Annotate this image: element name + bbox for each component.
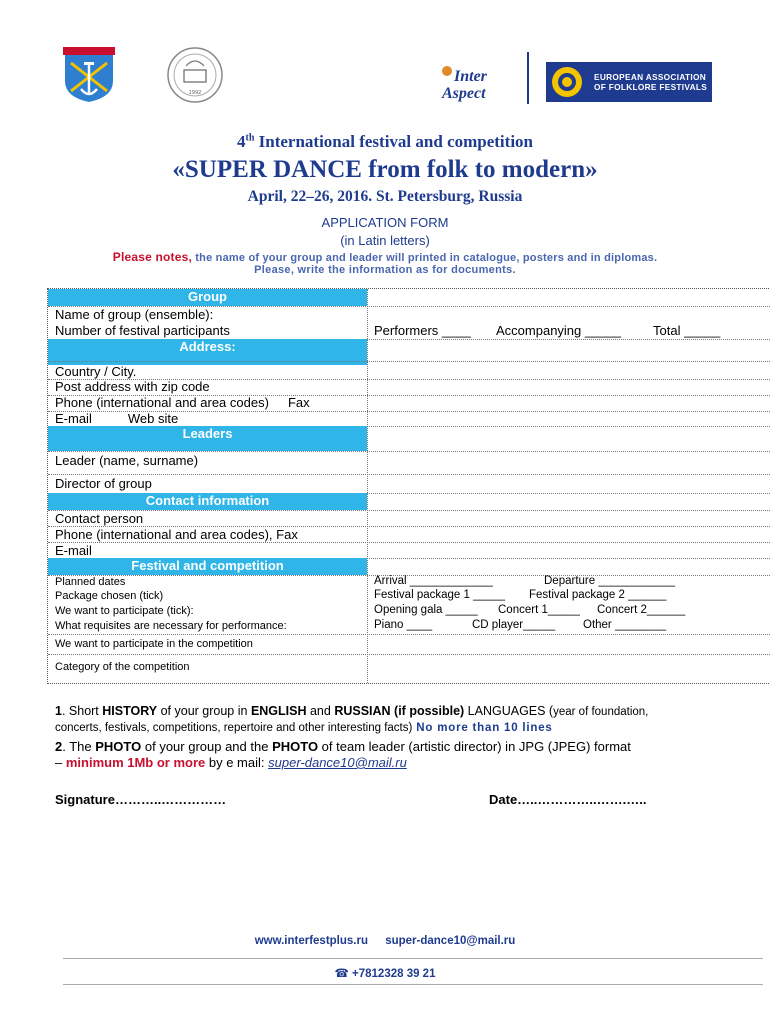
- eaff-line2: OF FOLKLORE FESTIVALS: [594, 82, 708, 92]
- notice-line: Please notes, the name of your group and leader will printed in catalogue, posters and in diplomas.: [112, 250, 658, 264]
- application-form-table: [47, 288, 770, 684]
- label-requisites: What requisites are necessary for performance:: [55, 620, 287, 632]
- concert1-checkbox[interactable]: Concert 1_____: [498, 604, 580, 616]
- festival-title: «SUPER DANCE from folk to modern»: [172, 156, 598, 183]
- form-subtitle: (in Latin letters): [340, 233, 430, 248]
- concert2-checkbox[interactable]: Concert 2______: [597, 604, 686, 616]
- leningrad-region-coat-of-arms-logo: [63, 47, 115, 103]
- eaff-logo: [546, 62, 712, 102]
- footer-phone: ☎ +7812328 39 21: [334, 968, 436, 980]
- date-field[interactable]: Date…..…………..…….…..: [489, 792, 647, 807]
- label-contact-person: Contact person: [55, 511, 144, 526]
- inter-aspect-line1: Inter: [454, 68, 487, 85]
- footer-divider-2: [63, 984, 763, 985]
- label-competition: We want to participate in the competition: [55, 638, 253, 650]
- spb-university-seal-logo: [164, 46, 226, 104]
- label-package: Package chosen (tick): [55, 590, 164, 602]
- accompanying-field[interactable]: Accompanying _____: [496, 323, 622, 338]
- departure-field[interactable]: Departure ____________: [544, 575, 676, 587]
- instruction-history: 1. Short HISTORY of your group in ENGLISH and RUSSIAN (if possible) LANGUAGES (year of foundation, concerts, festivals, competitions, repertoire and other interesting facts) No more than 10 lines: [55, 704, 649, 734]
- label-group-name: Name of group (ensemble):: [55, 307, 214, 322]
- form-title: APPLICATION FORM: [321, 215, 449, 230]
- signature-field[interactable]: Signature………..……………: [55, 792, 227, 807]
- opening-gala-checkbox[interactable]: Opening gala _____: [374, 604, 478, 616]
- section-header-festival: Festival and competition: [48, 558, 367, 575]
- footer-contacts: [0, 935, 770, 947]
- label-leader: Leader (name, surname): [55, 453, 199, 468]
- total-field[interactable]: Total _____: [653, 323, 721, 338]
- section-header-address: Address:: [48, 339, 367, 365]
- section-header-leaders: Leaders: [48, 426, 367, 451]
- inter-aspect-line2: Aspect: [442, 85, 486, 102]
- label-post-address: Post address with zip code: [55, 379, 210, 394]
- email-link[interactable]: super-dance10@mail.ru: [268, 755, 407, 770]
- label-email-website: E-mail Web site: [55, 411, 179, 426]
- label-country: Country / City.: [55, 364, 137, 379]
- inter-aspect-logo: [440, 66, 514, 104]
- other-field[interactable]: Other ________: [583, 619, 667, 631]
- section-header-group: Group: [48, 289, 367, 306]
- cd-player-field[interactable]: CD player_____: [472, 619, 556, 631]
- label-contact-phone: Phone (international and area codes), Fax: [55, 527, 298, 542]
- label-participants: Number of festival participants: [55, 323, 230, 338]
- package1-checkbox[interactable]: Festival package 1 _____: [374, 589, 506, 601]
- footer-website-link[interactable]: www.interfestplus.ru: [254, 935, 368, 947]
- package2-checkbox[interactable]: Festival package 2 ______: [529, 589, 667, 601]
- piano-field[interactable]: Piano ____: [374, 619, 433, 631]
- column-divider: [367, 289, 368, 683]
- label-participate: We want to participate (tick):: [55, 605, 194, 617]
- festival-dates: April, 22–26, 2016. St. Petersburg, Russia: [247, 188, 523, 205]
- footer-divider: [63, 958, 763, 959]
- eaff-line1: EUROPEAN ASSOCIATION: [594, 72, 707, 82]
- sun-emblem-icon: [550, 65, 584, 99]
- label-phone: Phone (international and area codes) Fax: [55, 395, 310, 410]
- arrival-field[interactable]: Arrival _____________: [374, 575, 493, 587]
- label-contact-email: E-mail: [55, 543, 92, 558]
- festival-edition-heading: 4th International festival and competition: [236, 132, 533, 151]
- instruction-photo: 2. The PHOTO of your group and the PHOTO of team leader (artistic director) in JPG (JPEG) format – minimum 1Mb or more by e mail: super-dance10@mail.ru: [55, 739, 631, 770]
- footer-email-link[interactable]: super-dance10@mail.ru: [385, 935, 516, 947]
- label-planned-dates: Planned dates: [55, 576, 126, 588]
- label-director: Director of group: [55, 476, 152, 491]
- logo-divider: [527, 52, 529, 104]
- notice-line-2: Please, write the information as for documents.: [254, 264, 516, 276]
- label-category: Category of the competition: [55, 661, 190, 673]
- section-header-contact: Contact information: [48, 493, 367, 510]
- performers-field[interactable]: Performers ____: [374, 323, 471, 338]
- svg-text:1992: 1992: [188, 90, 202, 96]
